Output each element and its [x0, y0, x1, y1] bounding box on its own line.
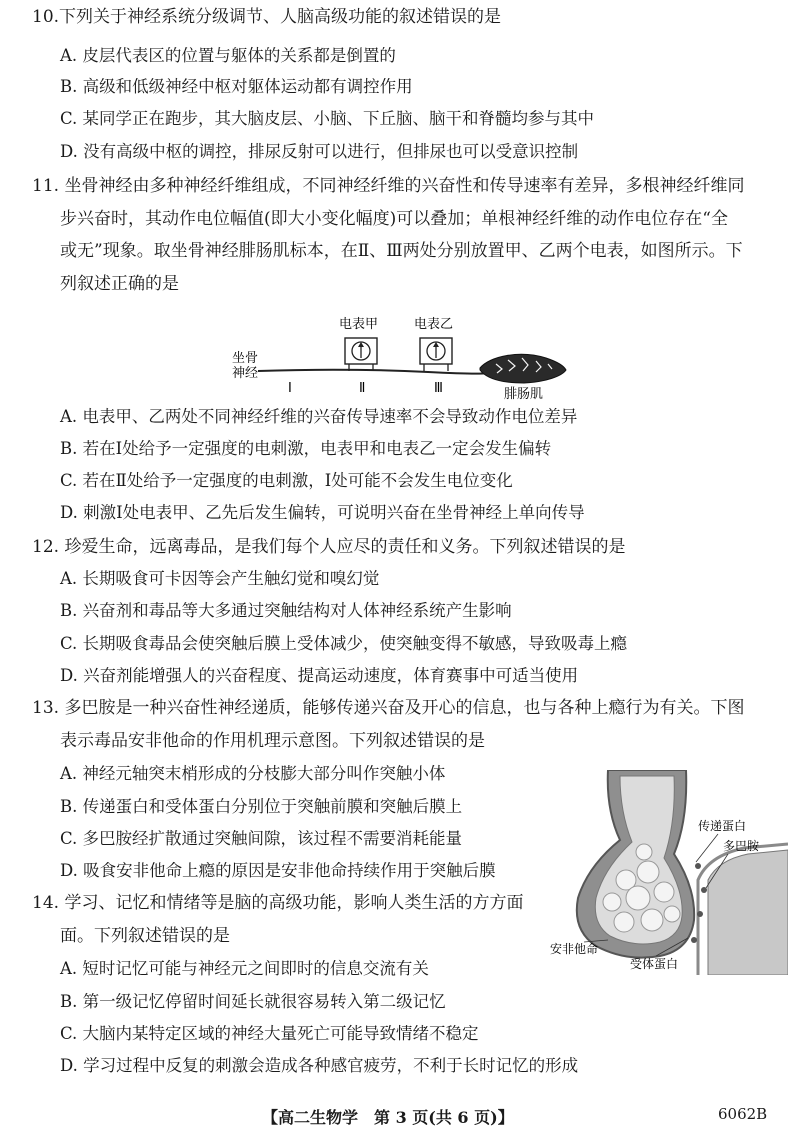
sciatic-nerve-line: [258, 370, 492, 374]
synapse-diagram: [548, 770, 788, 975]
q11-stem-line2: 步兴奋时，其动作电位幅值(即大小变化幅度)可以叠加；单根神经纤维的动作电位存在“全: [60, 209, 728, 229]
position-1-label: Ⅰ: [288, 381, 292, 396]
q14-stem-line2: 面。下列叙述错误的是: [60, 926, 230, 946]
receptor-label: 受体蛋白: [630, 957, 679, 971]
muscle-label: 腓肠肌: [504, 387, 544, 402]
q14-option-b: B. 第一级记忆停留时间延长就很容易转入第二级记忆: [60, 992, 446, 1011]
q14-option-d: D. 学习过程中反复的刺激会造成各种感官疲劳，不利于长时记忆的形成: [60, 1056, 579, 1075]
transporter-label: 传递蛋白: [698, 819, 747, 833]
postsynaptic-membrane: [708, 850, 788, 975]
position-2-label: Ⅱ: [359, 381, 366, 396]
q13-option-c: C. 多巴胺经扩散通过突触间隙，该过程不需要消耗能量: [60, 829, 463, 848]
position-3-label: Ⅲ: [434, 381, 443, 396]
q12-option-a: A. 长期吸食可卡因等会产生触幻觉和嗅幻觉: [60, 569, 380, 588]
q11-option-d: D. 刺激Ⅰ处电表甲、乙先后发生偏转，可说明兴奋在坐骨神经上单向传导: [60, 503, 585, 522]
q13-stem-line2: 表示毒品安非他命的作用机理示意图。下列叙述错误的是: [60, 731, 485, 751]
q12-stem: 12. 珍爱生命，远离毒品，是我们每个人应尽的责任和义务。下列叙述错误的是: [32, 537, 626, 557]
q13-option-d: D. 吸食安非他命上瘾的原因是安非他命持续作用于突触后膜: [60, 861, 496, 880]
dopamine-label: 多巴胺: [723, 839, 760, 853]
q12-option-d: D. 兴奋剂能增强人的兴奋程度、提高运动速度，体育赛事中可适当使用: [60, 666, 579, 685]
q14-option-c: C. 大脑内某特定区域的神经大量死亡可能导致情绪不稳定: [60, 1024, 479, 1043]
dopamine-dot: [697, 911, 703, 917]
q10-option-c: C. 某同学正在跑步，其大脑皮层、小脑、下丘脑、脑干和脊髓均参与其中: [60, 109, 595, 128]
q11-option-c: C. 若在Ⅱ处给予一定强度的电刺激，Ⅰ处可能不会发生电位变化: [60, 471, 513, 490]
exam-code: 6062B: [718, 1105, 768, 1123]
q10-option-a: A. 皮层代表区的位置与躯体的关系都是倒置的: [60, 46, 396, 65]
dopamine-dot: [695, 863, 701, 869]
q11-option-a: A. 电表甲、乙两处不同神经纤维的兴奋传导速率不会导致动作电位差异: [60, 407, 578, 426]
q11-stem-line1: 11. 坐骨神经由多种神经纤维组成，不同神经纤维的兴奋性和传导速率有差异，多根神经纤维同: [32, 176, 745, 196]
q13-option-a: A. 神经元轴突末梢形成的分枝膨大部分叫作突触小体: [60, 764, 446, 783]
nerve-muscle-diagram: [228, 308, 568, 403]
q11-option-b: B. 若在Ⅰ处给予一定强度的电刺激，电表甲和电表乙一定会发生偏转: [60, 439, 552, 458]
q14-option-a: A. 短时记忆可能与神经元之间即时的信息交流有关: [60, 959, 429, 978]
nerve-label-1: 坐骨: [232, 351, 259, 366]
meter-a-label: 电表甲: [339, 317, 379, 332]
q13-option-b: B. 传递蛋白和受体蛋白分别位于突触前膜和突触后膜上: [60, 797, 463, 816]
q13-stem-line1: 13. 多巴胺是一种兴奋性神经递质，能够传递兴奋及开心的信息，也与各种上瘾行为有关。下图: [32, 698, 745, 718]
q12-option-b: B. 兴奋剂和毒品等大多通过突触结构对人体神经系统产生影响: [60, 601, 512, 620]
meter-b-label: 电表乙: [414, 317, 454, 332]
q10-option-d: D. 没有高级中枢的调控，排尿反射可以进行，但排尿也可以受意识控制: [60, 142, 579, 161]
q12-option-c: C. 长期吸食毒品会使突触后膜上受体减少，使突触变得不敏感，导致吸毒上瘾: [60, 634, 628, 653]
nerve-label-2: 神经: [232, 366, 259, 381]
dopamine-dot: [691, 937, 697, 943]
q11-stem-line3: 或无”现象。取坐骨神经腓肠肌标本，在Ⅱ、Ⅲ两处分别放置甲、乙两个电表，如图所示。下: [60, 241, 743, 261]
page-footer: 【高二生物学 第 3 页(共 6 页)】: [262, 1108, 514, 1127]
q14-stem-line1: 14. 学习、记忆和情绪等是脑的高级功能，影响人类生活的方方面: [32, 893, 524, 913]
q11-stem-line4: 列叙述正确的是: [60, 274, 179, 294]
q10-stem: 10.下列关于神经系统分级调节、人脑高级功能的叙述错误的是: [32, 7, 502, 27]
amphetamine-label: 安非他命: [550, 942, 599, 956]
q10-option-b: B. 高级和低级神经中枢对躯体运动都有调控作用: [60, 77, 413, 96]
